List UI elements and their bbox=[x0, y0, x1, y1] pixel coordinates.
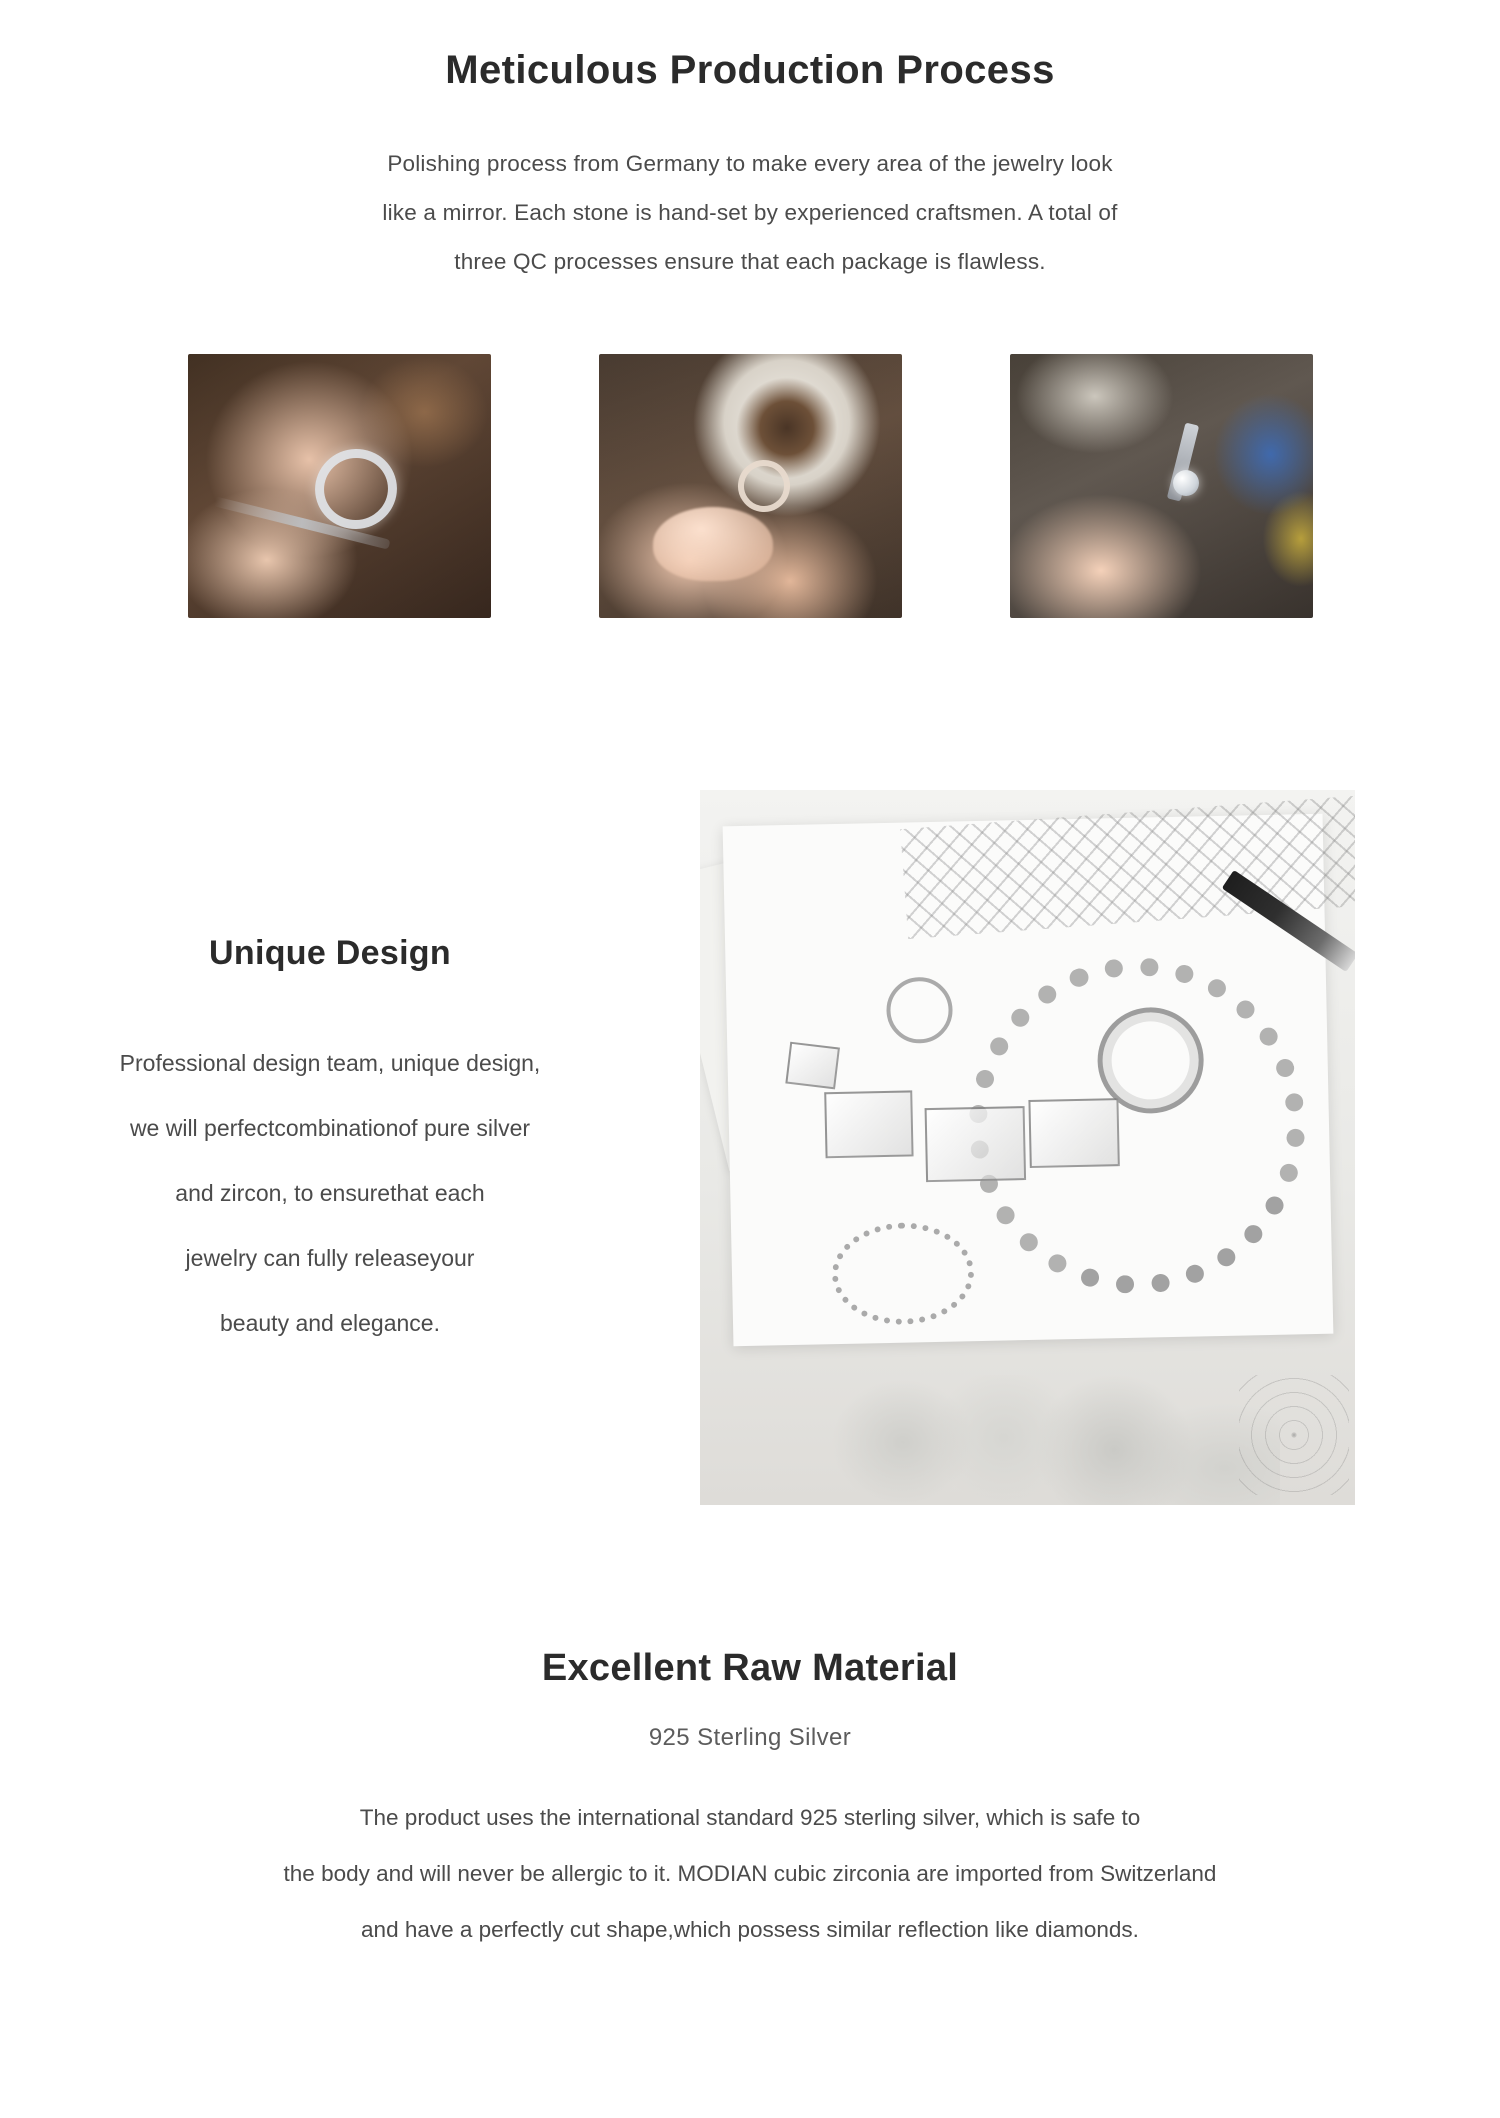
gem-sketch-icon bbox=[1028, 1098, 1119, 1168]
description-line: jewelry can fully releaseyour bbox=[185, 1245, 475, 1271]
description-line: Polishing process from Germany to make every area of the jewelry look bbox=[387, 151, 1113, 176]
jewelry-sketch-photo bbox=[700, 790, 1355, 1505]
stone-setting-photo bbox=[1010, 354, 1313, 618]
description-line: like a mirror. Each stone is hand-set by experienced craftsmen. A total of bbox=[382, 200, 1118, 225]
unique-design-title: Unique Design bbox=[209, 934, 451, 972]
production-process-title: Meticulous Production Process bbox=[445, 48, 1055, 92]
description-line: and have a perfectly cut shape,which possess similar reflection like diamonds. bbox=[361, 1917, 1139, 1942]
unique-design-description bbox=[50, 1031, 610, 1356]
description-line: and zircon, to ensurethat each bbox=[175, 1180, 485, 1206]
gem-sketch-icon bbox=[785, 1042, 840, 1090]
sketch-illustration bbox=[700, 790, 1355, 1505]
raw-material-section bbox=[0, 1647, 1500, 1998]
flower-sketch-icon bbox=[1239, 1375, 1349, 1495]
gem-sketch-icon bbox=[824, 1090, 913, 1158]
craftsman-filing-ring-photo bbox=[188, 354, 491, 618]
unique-design-text-column bbox=[0, 774, 660, 1356]
description-line: the body and will never be allergic to it. MODIAN cubic zirconia are imported from Switzerland bbox=[283, 1861, 1217, 1886]
ring-polishing-wheel-photo bbox=[599, 354, 902, 618]
raw-material-description bbox=[85, 1790, 1415, 1958]
hands-illustration bbox=[820, 1375, 1280, 1505]
gem-sketch-icon bbox=[925, 1106, 1027, 1182]
raw-material-title: Excellent Raw Material bbox=[541, 1647, 959, 1689]
description-line: three QC processes ensure that each package is flawless. bbox=[454, 249, 1046, 274]
raw-material-subtitle: 925 Sterling Silver bbox=[648, 1724, 852, 1751]
production-process-description bbox=[245, 139, 1255, 286]
unique-design-section bbox=[0, 774, 1500, 1521]
production-photo-row bbox=[0, 338, 1500, 634]
description-line: we will perfectcombinationof pure silver bbox=[129, 1115, 531, 1141]
eternity-band-sketch-icon bbox=[831, 1221, 975, 1326]
production-process-section bbox=[0, 0, 1500, 634]
description-line: The product uses the international standard 925 sterling silver, which is safe to bbox=[359, 1805, 1141, 1830]
description-line: beauty and elegance. bbox=[220, 1310, 440, 1336]
small-ring-sketch-icon bbox=[886, 977, 953, 1044]
description-line: Professional design team, unique design, bbox=[119, 1050, 541, 1076]
